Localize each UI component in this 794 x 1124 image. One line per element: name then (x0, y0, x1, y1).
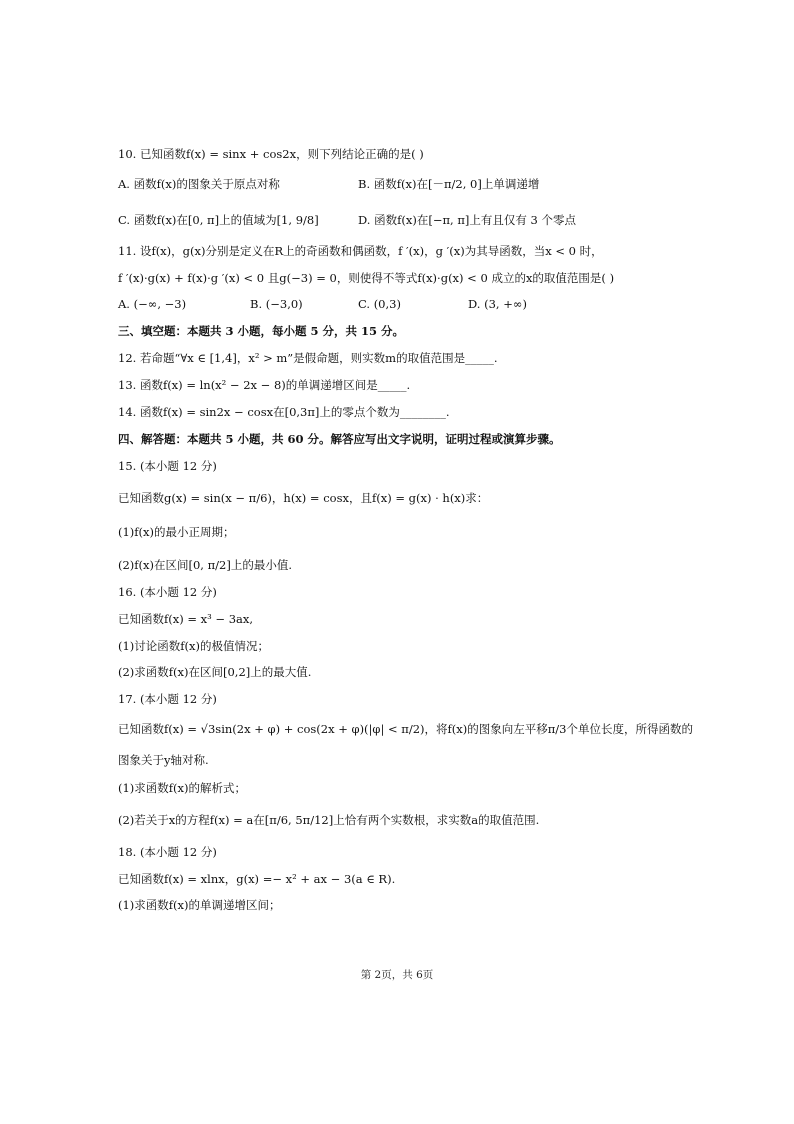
q11-stem-line1: 11. 设f(x)，g(x)分别是定义在R上的奇函数和偶函数，f ′(x)，g ′(x)为其导函数，当x < 0 时， (118, 244, 603, 258)
q16-stem: 已知函数f(x) = x³ − 3ax, (118, 612, 254, 626)
q18-part1: (1)求函数f(x)的单调递增区间； (118, 898, 281, 912)
q14-text: 14. 函数f(x) = sin2x − cosx在[0,3π]上的零点个数为________. (118, 405, 450, 419)
q11-option-b: B. (−3,0) (250, 297, 303, 311)
q18-stem: 已知函数f(x) = xlnx，g(x) =− x² + ax − 3(a ∈ R). (118, 872, 396, 886)
q16-heading: 16. (本小题 12 分) (118, 585, 217, 599)
q17-heading: 17. (本小题 12 分) (118, 692, 217, 706)
q13-text: 13. 函数f(x) = ln(x² − 2x − 8)的单调递增区间是_____. (118, 378, 411, 392)
q17-part2: (2)若关于x的方程f(x) = a在[π/6, 5π/12]上恰有两个实数根，求实数a的取值范围. (118, 813, 540, 827)
q11-option-c: C. (0,3) (358, 297, 401, 311)
q15-part1: (1)f(x)的最小正周期； (118, 525, 235, 539)
q16-part2: (2)求函数f(x)在区间[0,2]上的最大值. (118, 665, 312, 679)
q16-part1: (1)讨论函数f(x)的极值情况； (118, 639, 270, 653)
section-3-heading: 三、填空题：本题共 3 小题，每小题 5 分，共 15 分。 (118, 324, 405, 338)
q17-stem-line2: 图象关于y轴对称. (118, 753, 209, 767)
q17-stem-line1: 已知函数f(x) = √3sin(2x + φ) + cos(2x + φ)(|φ| < π/2)，将f(x)的图象向左平移π/3个单位长度，所得函数的 (118, 722, 693, 736)
q11-stem-line2: f ′(x)·g(x) + f(x)·g ′(x) < 0 且g(−3) = 0，则使得不等式f(x)·g(x) < 0 成立的x的取值范围是( ) (118, 271, 615, 285)
page-footer: 第 2页，共 6页 (360, 969, 434, 981)
q12-text: 12. 若命题“∀x ∈ [1,4]，x² > m”是假命题，则实数m的取值范围是_____. (118, 351, 498, 365)
q10-option-a: A. 函数f(x)的图象关于原点对称 (118, 177, 280, 191)
q15-part2: (2)f(x)在区间[0, π/2]上的最小值. (118, 558, 293, 572)
q15-heading: 15. (本小题 12 分) (118, 459, 217, 473)
q10-option-d: D. 函数f(x)在[−π, π]上有且仅有 3 个零点 (358, 213, 576, 227)
q10-option-c: C. 函数f(x)在[0, π]上的值域为[1, 9/8] (118, 213, 319, 227)
q15-stem: 已知函数g(x) = sin(x − π/6)，h(x) = cosx，且f(x) = g(x) · h(x)求： (118, 491, 489, 505)
q10-option-b: B. 函数f(x)在[－π/2, 0]上单调递增 (358, 177, 540, 191)
q11-option-d: D. (3, +∞) (468, 297, 527, 311)
q17-part1: (1)求函数f(x)的解析式； (118, 781, 247, 795)
q10-stem: 10. 已知函数f(x) = sinx + cos2x，则下列结论正确的是( ) (118, 147, 424, 161)
q18-heading: 18. (本小题 12 分) (118, 845, 217, 859)
q11-option-a: A. (−∞, −3) (118, 297, 187, 311)
section-4-heading: 四、解答题：本题共 5 小题，共 60 分。解答应写出文字说明，证明过程或演算步骤。 (118, 432, 561, 446)
